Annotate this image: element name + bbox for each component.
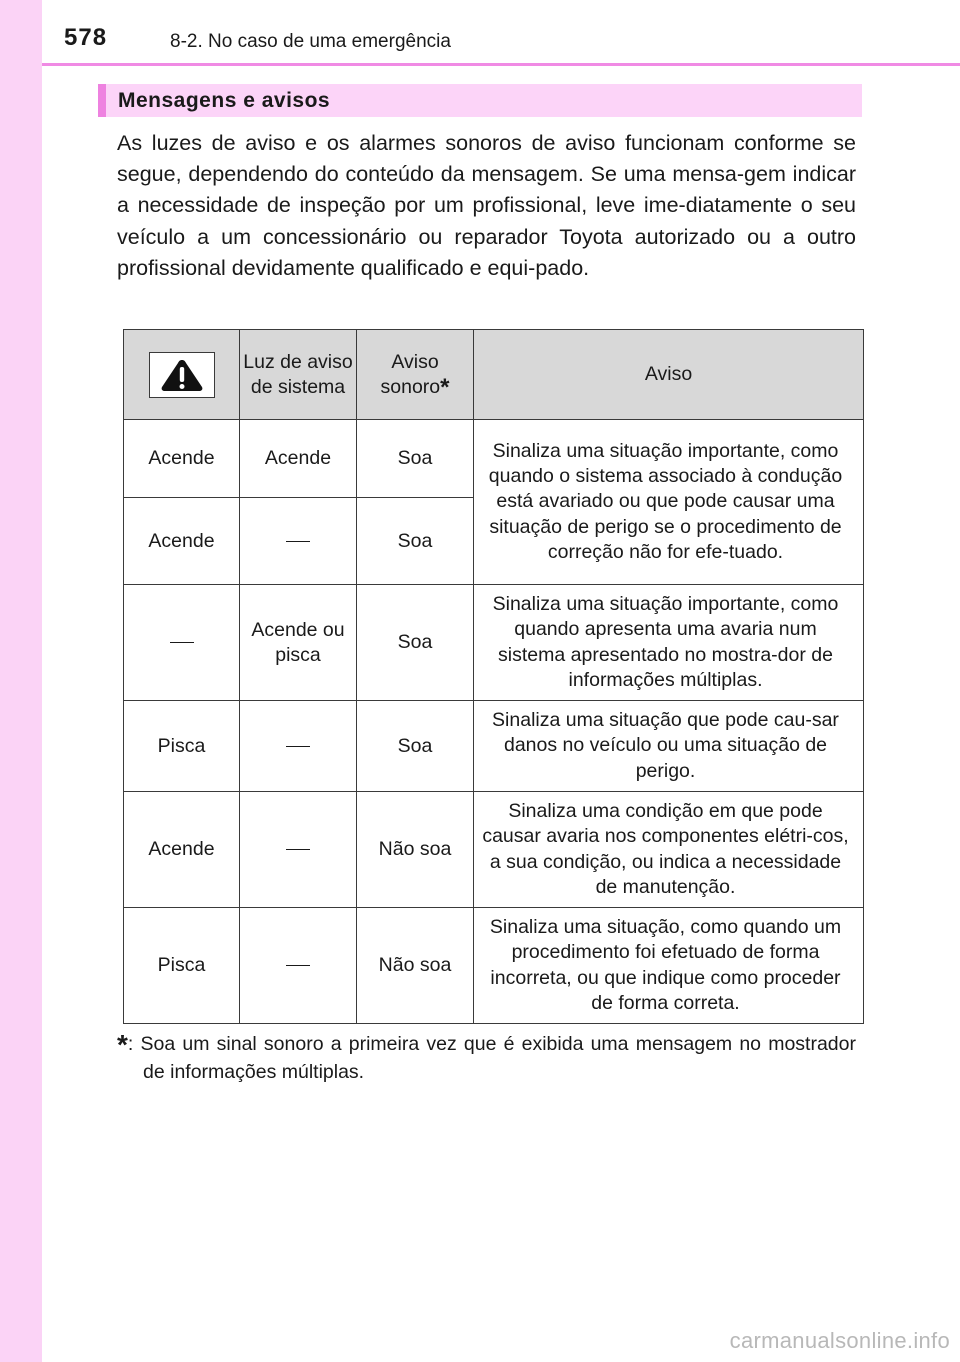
- intro-paragraph: As luzes de aviso e os alarmes sonoros de aviso funcionam conforme se segue, dependendo do conteúdo da mensagem. Se uma mensa-gem indicar a necessidade de inspeção por um profissional, leve ime-diatamente o seu veículo a um concessionário ou reparador Toyota autorizado ou a outro profissional devidamente qualificado e equi-pado.: [117, 131, 856, 280]
- watermark: carmanualsonline.info: [729, 1328, 950, 1353]
- cell-triangle-light: Pisca: [124, 908, 240, 1024]
- table-row: [124, 585, 864, 701]
- cell-triangle-light: Pisca: [124, 701, 240, 792]
- cell-system-light: [240, 701, 357, 792]
- header-warning: Aviso: [474, 330, 864, 420]
- page-number: 578: [64, 24, 108, 51]
- cell-warning-description: Sinaliza uma condição em que pode causar avaria nos componentes elétri-cos, a sua condição, ou indica a necessidade de manutenção.: [474, 792, 864, 908]
- cell-warning-description: Sinaliza uma situação que pode cau-sar danos no veículo ou uma situação de perigo.: [474, 701, 864, 792]
- table-header-row: [124, 330, 864, 420]
- cell-buzzer: Soa: [357, 585, 474, 701]
- header-buzzer-asterisk: *: [440, 373, 450, 401]
- cell-buzzer: Não soa: [357, 908, 474, 1024]
- dash-mark: [286, 849, 310, 850]
- cell-system-light: Acende ou pisca: [240, 585, 357, 701]
- cell-warning-description: Sinaliza uma situação, como quando um procedimento foi efetuado de forma incorreta, ou que indique como proceder de forma correta.: [474, 908, 864, 1024]
- cell-triangle-light: Acende: [124, 792, 240, 908]
- cell-system-light: [240, 908, 357, 1024]
- dash-mark: [170, 642, 194, 643]
- table-row: [124, 701, 864, 792]
- cell-warning-description: Sinaliza uma situação importante, como quando o sistema associado à condução está avariado ou que pode causar uma situação de perigo se o procedimento de correção não for efe-tuado.: [474, 420, 864, 585]
- header-icon-cell: [124, 330, 240, 420]
- cell-buzzer: Soa: [357, 420, 474, 498]
- left-margin-strip: [0, 0, 42, 1362]
- footnote-text: : Soa um sinal sonoro a primeira vez que é exibida uma mensagem no mostrador de informações múltiplas.: [127, 1033, 856, 1083]
- footnote-asterisk: *: [117, 1029, 128, 1060]
- table-row: [124, 792, 864, 908]
- dash-mark: [286, 541, 310, 542]
- cell-triangle-light: [124, 585, 240, 701]
- footnote: [117, 1030, 856, 1086]
- cell-triangle-light: Acende: [124, 498, 240, 585]
- cell-system-light: [240, 792, 357, 908]
- table-row: [124, 420, 864, 498]
- section-heading-label: Mensagens e avisos: [118, 89, 331, 112]
- cell-buzzer: Soa: [357, 701, 474, 792]
- warning-messages-table: [123, 329, 864, 1024]
- header-system-light: Luz de aviso de sistema: [240, 330, 357, 420]
- cell-triangle-light: Acende: [124, 420, 240, 498]
- cell-buzzer: Soa: [357, 498, 474, 585]
- dash-mark: [286, 746, 310, 747]
- section-heading: [98, 84, 862, 117]
- cell-system-light: [240, 498, 357, 585]
- section-title: 8-2. No caso de uma emergência: [170, 31, 451, 52]
- dash-mark: [286, 965, 310, 966]
- cell-buzzer: Não soa: [357, 792, 474, 908]
- warning-triangle-icon: [149, 352, 215, 398]
- cell-warning-description: Sinaliza uma situação importante, como quando apresenta uma avaria num sistema apresentado no mostra-dor de informações múltiplas.: [474, 585, 864, 701]
- header-rule: [42, 63, 960, 66]
- table-row: [124, 908, 864, 1024]
- header-buzzer: Aviso sonoro*: [357, 330, 474, 420]
- cell-system-light: Acende: [240, 420, 357, 498]
